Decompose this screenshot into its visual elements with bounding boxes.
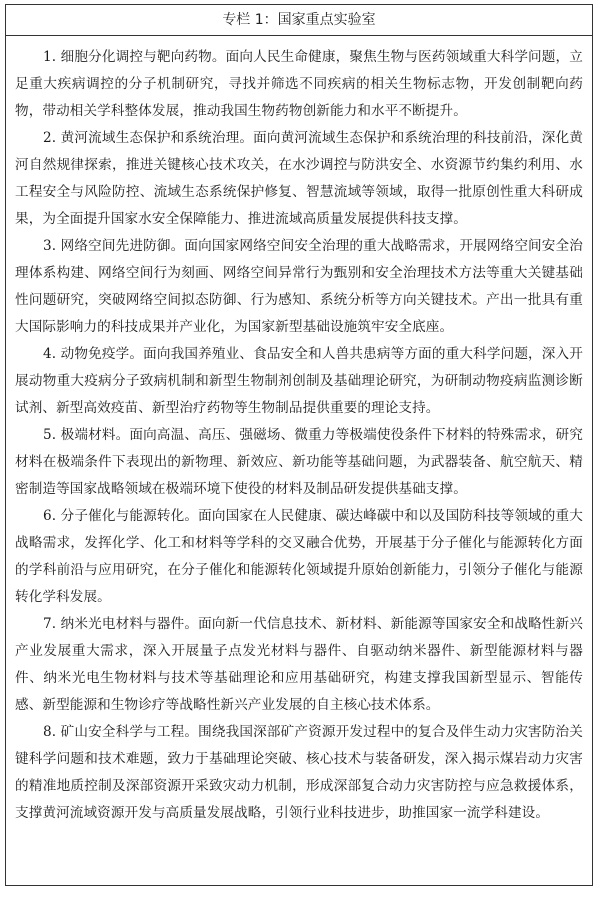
paragraph-7: 7. 纳米光电材料与器件。面向新一代信息技术、新材料、新能源等国家安全和战略性新兴产业发展重大需求，深入开展量子点发光材料与器件、自驱动纳米器件、新型能源材料与器件、纳米光电生物材料与技术等基础理论和应用基础研究，构建支撑我国新型显示、智能传感、新型能源和生物诊疗等战略性新兴产业发展的自主核心技术体系。 (15, 616, 583, 713)
column-title: 专栏 1：国家重点实验室 (6, 5, 592, 36)
paragraph-3: 3. 网络空间先进防御。面向国家网络空间安全治理的重大战略需求，开展网络空间安全治理体系构建、网络空间行为刻画、网络空间异常行为甄别和安全治理技术方法等重大关键基础性问题研究，突破网络空间拟态防御、行为感知、系统分析等方向关键技术。产出一批具有重大国际影响力的科技成果并产业化，为国家新型基础设施筑牢安全底座。 (15, 238, 583, 335)
paragraph-4: 4. 动物免疫学。面向我国养殖业、食品安全和人兽共患病等方面的重大科学问题，深入开展动物重大疫病分子致病机制和新型生物制剂创制及基础理论研究，为研制动物疫病监测诊断试剂、新型高效疫苗、新型治疗药物等生物制品提供重要的理论支持。 (15, 346, 583, 416)
paragraph-5: 5. 极端材料。面向高温、高压、强磁场、微重力等极端使役条件下材料的特殊需求，研究材料在极端条件下表现出的新物理、新效应、新功能等基础问题，为武器装备、航空航天、精密制造等国家战略领域在极端环境下使役的材料及制品研发提供基础支撑。 (15, 427, 583, 497)
paragraph-6: 6. 分子催化与能源转化。面向国家在人民健康、碳达峰碳中和以及国防科技等领域的重大战略需求，发挥化学、化工和材料等学科的交叉融合优势，开展基于分子催化与能源转化方面的学科前沿与应用研究，在分子催化和能源转化领域提升原始创新能力，引领分子催化与能源转化学科发展。 (15, 508, 583, 605)
column-box (5, 4, 593, 886)
paragraph-2: 2. 黄河流域生态保护和系统治理。面向黄河流域生态保护和系统治理的科技前沿，深化黄河自然规律探索，推进关键核心技术攻关，在水沙调控与防洪安全、水资源节约集约利用、水工程安全与风险防控、流域生态系统保护修复、智慧流域等领域，取得一批原创性重大科研成果，为全面提升国家水安全保障能力、推进流域高质量发展提供科技支撑。 (15, 130, 583, 227)
column-content (6, 36, 592, 827)
paragraph-8: 8. 矿山安全科学与工程。围绕我国深部矿产资源开发过程中的复合及伴生动力灾害防治关键科学问题和技术难题，致力于基础理论突破、核心技术与装备研发，深入揭示煤岩动力灾害的精准地质控制及深部资源开采致灾动力机制，形成深部复合动力灾害防控与应急救援体系，支撑黄河流域资源开发与高质量发展战略，引领行业科技进步，助推国家一流学科建设。 (15, 724, 583, 821)
paragraph-1: 1. 细胞分化调控与靶向药物。面向人民生命健康，聚焦生物与医药领域重大科学问题，立足重大疾病调控的分子机制研究，寻找并筛选不同疾病的相关生物标志物，开发创制靶向药物，带动相关学科整体发展，推动我国生物药物创新能力和水平不断提升。 (15, 49, 583, 119)
